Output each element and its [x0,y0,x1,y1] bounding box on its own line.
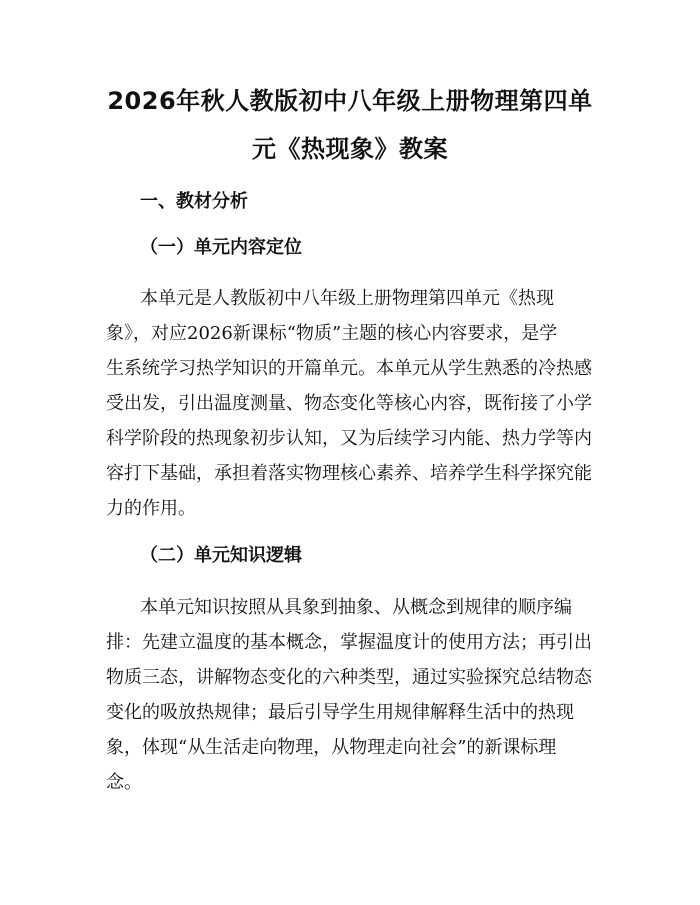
subsection-heading-unit-positioning: （一）单元内容定位 [140,237,302,258]
paragraph-line: 科学阶段的热现象初步认知，又为后续学习内能、热力学等内 [106,428,592,449]
paragraph-line: 本单元是人教版初中八年级上册物理第四单元《热现 [140,288,554,309]
paragraph-line: 容打下基础，承担着落实物理核心素养、培养学生科学探究能 [106,463,592,484]
paragraph-line: 力的作用。 [106,498,196,519]
paragraph-line: 生系统学习热学知识的开篇单元。本单元从学生熟悉的冷热感 [106,358,592,379]
document-title-line1: 2026年秋人教版初中八年级上册物理第四单 [107,87,593,115]
paragraph-line: 本单元知识按照从具象到抽象、从概念到规律的顺序编 [140,597,572,618]
paragraph-knowledge-logic [106,590,596,800]
document-title-line2: 元《热现象》教案 [252,135,448,163]
paragraph-line: 念。 [106,772,142,793]
section-heading-material-analysis: 一、教材分析 [140,191,248,212]
paragraph-line: 排：先建立温度的基本概念，掌握温度计的使用方法；再引出 [106,632,592,653]
paragraph-line: 变化的吸放热规律；最后引导学生用规律解释生活中的热现 [106,702,574,723]
paragraph-line: 物质三态，讲解物态变化的六种类型，通过实验探究总结物态 [106,667,592,688]
paragraph-line: 受出发，引出温度测量、物态变化等核心内容，既衔接了小学 [106,393,592,414]
paragraph-line: 象》，对应2026新课标“物质”主题的核心内容要求，是学 [106,323,558,344]
subsection-heading-knowledge-logic: （二）单元知识逻辑 [140,545,302,566]
paragraph-unit-positioning [106,281,596,526]
paragraph-line: 象，体现“从生活走向物理，从物理走向社会”的新课标理 [106,737,557,758]
